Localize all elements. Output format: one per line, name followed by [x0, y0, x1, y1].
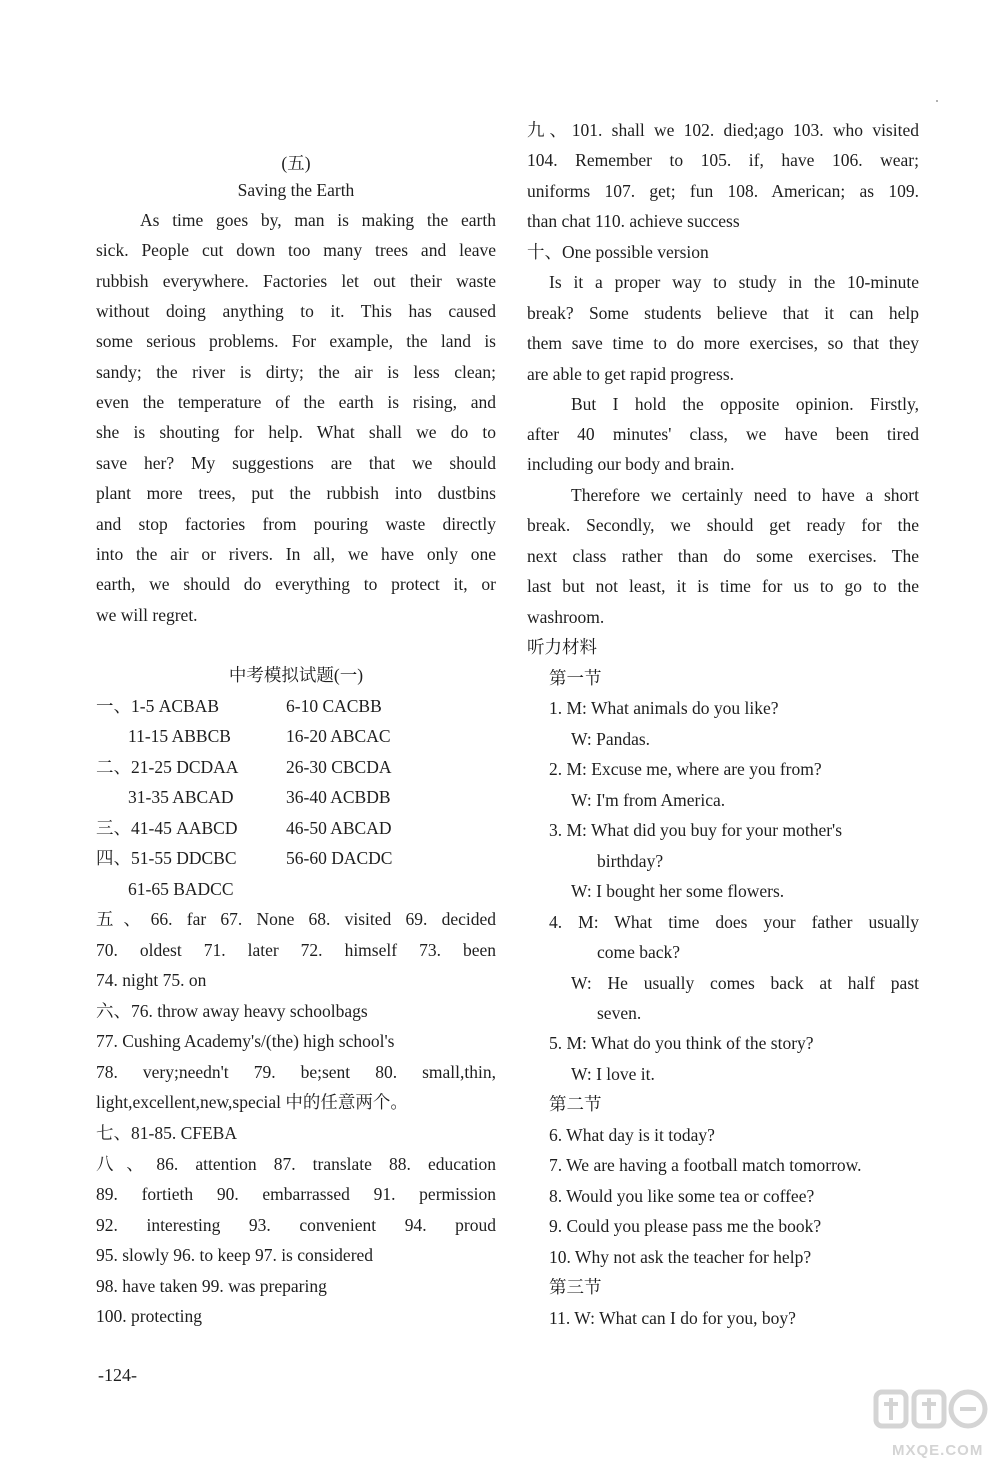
exam-title: 中考模拟试题(一) [228, 665, 364, 685]
dialogue-line: 6. What day is it today? [549, 1125, 715, 1145]
dialogue-line: birthday? [597, 851, 664, 871]
dialogue-line: W: I love it. [571, 1064, 655, 1084]
essay-line: without doing anything to it. This has caused [96, 301, 496, 321]
answer-row [96, 813, 496, 843]
dialogue-line: 5. M: What do you think of the story? [549, 1033, 814, 1053]
essay-line: sandy; the river is dirty; the air is less clean; [96, 362, 496, 382]
page-number: -124- [98, 1365, 137, 1385]
section-heading: 第二节 [549, 1094, 602, 1114]
answer-group: 一、1-5 ACBAB [96, 696, 219, 716]
answer-line: 六、76. throw away heavy schoolbags [96, 1001, 368, 1021]
dialogue-line: W: I'm from America. [571, 790, 726, 810]
answer-line: 95. slowly 96. to keep 97. is considered [96, 1245, 374, 1265]
dialogue-line: 4. M: What time does your father usually [549, 912, 919, 932]
dialogue-line: W: I bought her some flowers. [571, 881, 785, 901]
answer-line: 九、101. shall we 102. died;ago 103. who visited [527, 120, 919, 140]
answer-group: 26-30 CBCDA [286, 757, 392, 777]
answer-line: 104. Remember to 105. if, have 106. wear; [527, 150, 919, 170]
essay-line: Is it a proper way to study in the 10-minute [549, 272, 919, 292]
dialogue-line: 8. Would you like some tea or coffee? [549, 1186, 815, 1206]
essay-line: after 40 minutes' class, we have been tired [527, 424, 919, 444]
essay-line: As time goes by, man is making the earth [140, 210, 496, 230]
dialogue-line: 11. W: What can I do for you, boy? [549, 1308, 796, 1328]
dialogue-line: 7. We are having a football match tomorrow. [549, 1155, 862, 1175]
dialogue-line: come back? [597, 942, 681, 962]
dialogue-line: 2. M: Excuse me, where are you from? [549, 759, 822, 779]
essay-line: sick. People cut down too many trees and leave [96, 240, 496, 260]
essay-line: next class rather than do some exercises. The [527, 546, 919, 566]
answer-line: 70. oldest 71. later 72. himself 73. been [96, 940, 496, 960]
essay-line: washroom. [527, 607, 605, 627]
answer-line: 89. fortieth 90. embarrassed 91. permission [96, 1184, 496, 1204]
listening-heading: 听力材料 [527, 637, 597, 657]
essay-line: some serious problems. For example, the land is [96, 331, 496, 351]
essay-line: But I hold the opposite opinion. Firstly, [571, 394, 919, 414]
answer-group: 6-10 CACBB [286, 696, 382, 716]
dialogue-line: 1. M: What animals do you like? [549, 698, 779, 718]
answer-row [96, 721, 496, 751]
answer-group: 二、21-25 DCDAA [96, 757, 239, 777]
essay-line: rubbish everywhere. Factories let out their waste [96, 271, 496, 291]
dialogue-line: W: Pandas. [571, 729, 651, 749]
essay-line: break. Secondly, we should get ready for the [527, 515, 919, 535]
dialogue-line: 10. Why not ask the teacher for help? [549, 1247, 812, 1267]
essay-title: Saving the Earth [237, 180, 355, 200]
answer-row [96, 874, 496, 904]
answer-group: 46-50 ABCAD [286, 818, 392, 838]
answer-line: 78. very;needn't 79. be;sent 80. small,thin, [96, 1062, 496, 1082]
essay-line: including our body and brain. [527, 454, 735, 474]
answer-row [96, 843, 496, 873]
answer-line: light,excellent,new,special 中的任意两个。 [96, 1092, 408, 1112]
answer-line: 74. night 75. on [96, 970, 207, 990]
essay-line: last but not least, it is time for us to go to the [527, 576, 919, 596]
answer-group: 11-15 ABBCB [128, 726, 231, 746]
essay-line: save her? My suggestions are that we should [96, 453, 496, 473]
essay-line: Therefore we certainly need to have a short [571, 485, 919, 505]
essay-line: earth, we should do everything to protect it, or [96, 574, 496, 594]
answer-line: 77. Cushing Academy's/(the) high school's [96, 1031, 395, 1051]
essay-line: are able to get rapid progress. [527, 364, 735, 384]
dialogue-line: 3. M: What did you buy for your mother's [549, 820, 843, 840]
section-heading: 第一节 [549, 668, 602, 688]
answer-line: 100. protecting [96, 1306, 202, 1326]
answer-line: 七、81-85. CFEBA [96, 1123, 237, 1143]
version-heading: 十、One possible version [527, 242, 709, 262]
essay-line: plant more trees, put the rubbish into dustbins [96, 483, 496, 503]
page-mark [936, 100, 938, 102]
answer-line: 八、86. attention 87. translate 88. education [96, 1154, 496, 1174]
watermark-text: MXQE.COM [892, 1442, 984, 1459]
dialogue-line: 9. Could you please pass me the book? [549, 1216, 822, 1236]
answer-group: 56-60 DACDC [286, 848, 393, 868]
essay-line: even the temperature of the earth is rising, and [96, 392, 496, 412]
answer-group: 61-65 BADCC [128, 879, 234, 899]
answer-group: 36-40 ACBDB [286, 787, 391, 807]
essay-line: and stop factories from pouring waste directly [96, 514, 496, 534]
answer-line: than chat 110. achieve success [527, 211, 740, 231]
answer-group: 三、41-45 AABCD [96, 818, 238, 838]
answer-line: uniforms 107. get; fun 108. American; as 109. [527, 181, 919, 201]
essay-line: them save time to do more exercises, so that they [527, 333, 919, 353]
answer-group: 31-35 ABCAD [128, 787, 234, 807]
answer-row [96, 752, 496, 782]
answer-row [96, 691, 496, 721]
dialogue-line: seven. [597, 1003, 642, 1023]
section-title: (五) [281, 153, 311, 173]
essay-line: into the air or rivers. In all, we have only one [96, 544, 496, 564]
answer-row [96, 782, 496, 812]
essay-line: break? Some students believe that it can help [527, 303, 919, 323]
section-heading: 第三节 [549, 1277, 602, 1297]
dialogue-line: W: He usually comes back at half past [571, 973, 919, 993]
essay-line: we will regret. [96, 605, 198, 625]
answer-line: 98. have taken 99. was preparing [96, 1276, 327, 1296]
answer-group: 四、51-55 DDCBC [96, 848, 237, 868]
answer-line: 92. interesting 93. convenient 94. proud [96, 1215, 496, 1235]
essay-line: she is shouting for help. What shall we do to [96, 422, 496, 442]
answer-group: 16-20 ABCAC [286, 726, 391, 746]
answer-line: 五、66. far 67. None 68. visited 69. decided [96, 909, 496, 929]
